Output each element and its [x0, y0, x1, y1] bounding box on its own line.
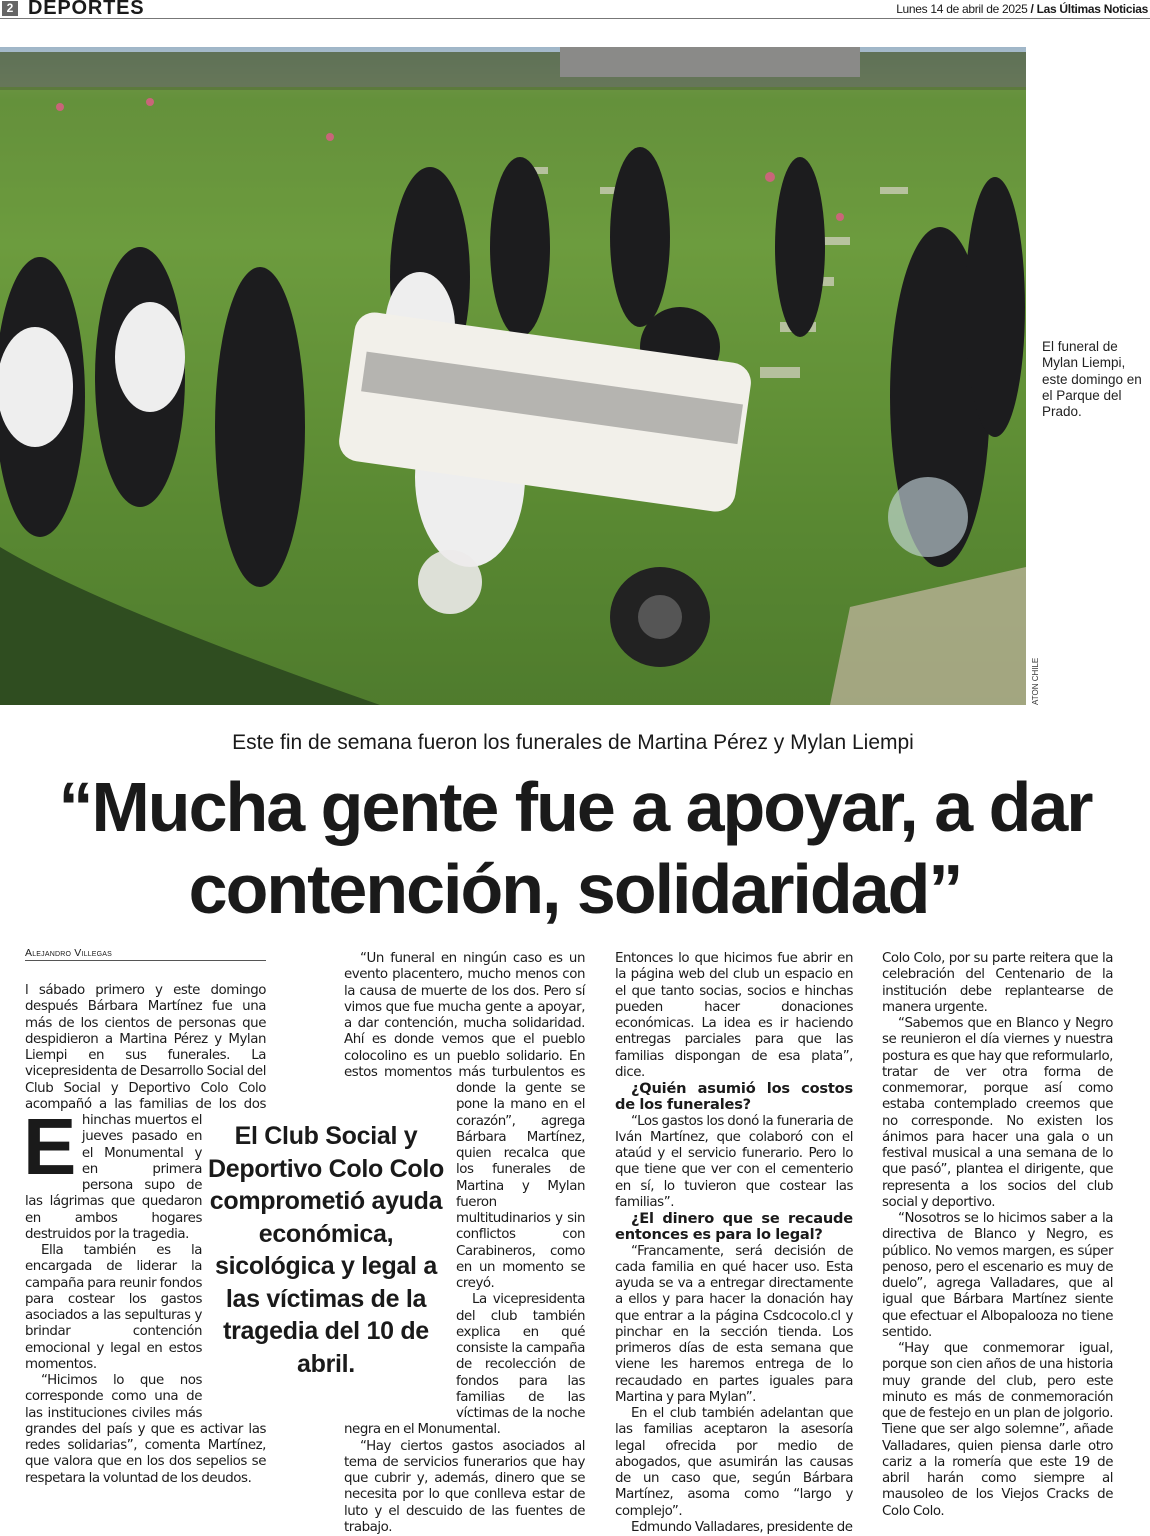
column-3-text: [615, 951, 853, 1536]
paragraph: “Sabemos que en Blanco y Negro se reunieron el día viernes y nuestra postura es que hay que reformularlo, tratar de ver otra forma de conmemorar, porque así como estaba contemplado creemos que no corresponde. No existen los ánimos para hacer una gala o un festival musical a una semana de lo que pasó”, plantea el dirigente, que representa a los socios del club social y deportivo.: [882, 1016, 1113, 1211]
column-4-text: [882, 951, 1113, 1520]
article-column-4: [882, 951, 1113, 1520]
headline-line-1: “Mucha gente fue a apoyar, a dar: [59, 768, 1092, 846]
subheading: ¿El dinero que se recaude entonces es para lo legal?: [615, 1211, 853, 1244]
photo-illustration: [0, 47, 1026, 705]
section-title: DEPORTES: [28, 0, 144, 20]
publication-name: Las Últimas Noticias: [1037, 2, 1148, 16]
dateline-separator: /: [1031, 2, 1034, 16]
paragraph: Ella también es la encargada de liderar la campaña para reunir fondos para costear los gastos asociados a las sepulturas y brindar contención emocional y legal en estos momentos.: [25, 1243, 266, 1373]
paragraph: “Hicimos lo que nos corresponde como una de las instituciones civiles más grandes del país y que es activar las redes solidarias”, comenta Martínez, que valora que en los dos sepelios se respetara la voluntad de los deudos.: [25, 1373, 266, 1487]
paragraph: “Hay ciertos gastos asociados al tema de servicios funerarios que hay que cubrir y, además, dinero que se necesita por lo que conlleva estar de luto y el descuido de las fuentes de trabajo.: [344, 1439, 585, 1536]
drop-cap: E: [23, 1115, 76, 1179]
paragraph: Entonces lo que hicimos fue abrir en la página web del club un espacio en el que tanto socias, socios e hinchas pueden hacer donaciones económicas. La idea es ir haciendo entregas parciales para que las familias dispongan de esa plata”, dice.: [615, 951, 853, 1081]
funeral-photo: [0, 47, 1026, 705]
photo-credit: ATON CHILE: [1031, 658, 1040, 705]
paragraph: La vicepresidenta del club también explica en qué consiste la campaña de recolección de fondos para las familias de las víctimas de la noche negra en el Monumental.: [344, 1292, 585, 1438]
paragraph: “Francamente, será decisión de cada familia en qué hacer uso. Esta ayuda se va a entregar directamente a ellos y para hacer la donación hay que entrar a la página Csdcocolo.cl y pinchar en la sección tienda. Los primeros días de esta semana que viene les haremos entrega de lo recaudado en partes iguales para Martina y para Mylan”.: [615, 1244, 853, 1407]
page-header: [0, 0, 1150, 19]
subheading: ¿Quién asumió los costos de los funerales?: [615, 1081, 853, 1114]
headline-line-2: contención, solidaridad”: [189, 850, 962, 928]
pull-quote: El Club Social y Deportivo Colo Colo comprometió ayuda económica, sicológica y legal a las víctimas de la tragedia del 10 de abril.: [207, 1120, 445, 1380]
paragraph: Edmundo Valladares, presidente de: [615, 1520, 853, 1536]
paragraph: l sábado primero y este domingo después Bárbara Martínez fue una más de los cientos de personas que despidieron a Martina Pérez y Mylan Liempi en sus funerales. La vicepresidenta de Desarrollo Social del Club Social y Deportivo Colo Colo acompañó a las familias de los dos hinchas muertos el jueves pasado en el Monumental y en primera persona supo de las lágrimas que quedaron en ambos hogares destruidos por la tragedia.: [25, 983, 266, 1243]
page-number: 2: [2, 1, 18, 16]
photo-caption: El funeral de Mylan Liempi, este domingo en el Parque del Prado.: [1042, 339, 1147, 420]
byline: Alejandro Villegas: [25, 947, 266, 961]
paragraph: “Los gastos los donó la funeraria de Iván Martínez, que colaboró con el ataúd y el servicio funerario. Pero lo que tiene que ver con el cementerio en sí, lo tuvieron que costear las familias”.: [615, 1114, 853, 1212]
paragraph: “Un funeral en ningún caso es un evento placentero, mucho menos con la causa de muerte de los dos. Pero sí vimos que fue mucha gente a apoyar, a dar contención, mucha solidaridad. Ahí es donde vemos que el pueblo colocolino es un pueblo solidario. En estos momentos más turbulentos es donde la gente se pone la mano en el corazón”, agrega Bárbara Martínez, quien recalca que los funerales de Martina y Mylan fueron multitudinarios y sin conflictos con Carabineros, como en un momento se creyó.: [344, 951, 585, 1292]
article-column-3: [615, 951, 853, 1536]
dateline: [896, 2, 1148, 16]
paragraph: “Nosotros se lo hicimos saber a la directiva de Blanco y Negro, es público. No vemos margen, es súper penoso, pero el escenario es muy de duelo”, agrega Valladares, que al igual que Bárbara Martínez siente que efectuar el Albopalooza no tiene sentido.: [882, 1211, 1113, 1341]
article-headline: [0, 766, 1150, 930]
paragraph: Colo Colo, por su parte reitera que la celebración del Centenario de la institución debe replantearse de manera urgente.: [882, 951, 1113, 1016]
paragraph: “Hay que conmemorar igual, porque son cien años de una historia muy grande del club, pero este minuto es más de conmemoración que de festejo en un plan de jolgorio. Tiene que ser algo solemne”, añade Valladares, quien piensa darle otro cariz a la romería que este 19 de abril harán como siempre al mausoleo de los Viejos Cracks de Colo Colo.: [882, 1341, 1113, 1520]
issue-date: Lunes 14 de abril de 2025: [896, 2, 1027, 16]
paragraph: En el club también adelantan que las familias aceptaron la asesoría legal ofrecida por medio de abogados, que asumirán las causas de un caso que, según Bárbara Martínez, asoma como “largo y complejo”.: [615, 1406, 853, 1520]
article-kicker: Este fin de semana fueron los funerales de Martina Pérez y Mylan Liempi: [0, 731, 1146, 755]
